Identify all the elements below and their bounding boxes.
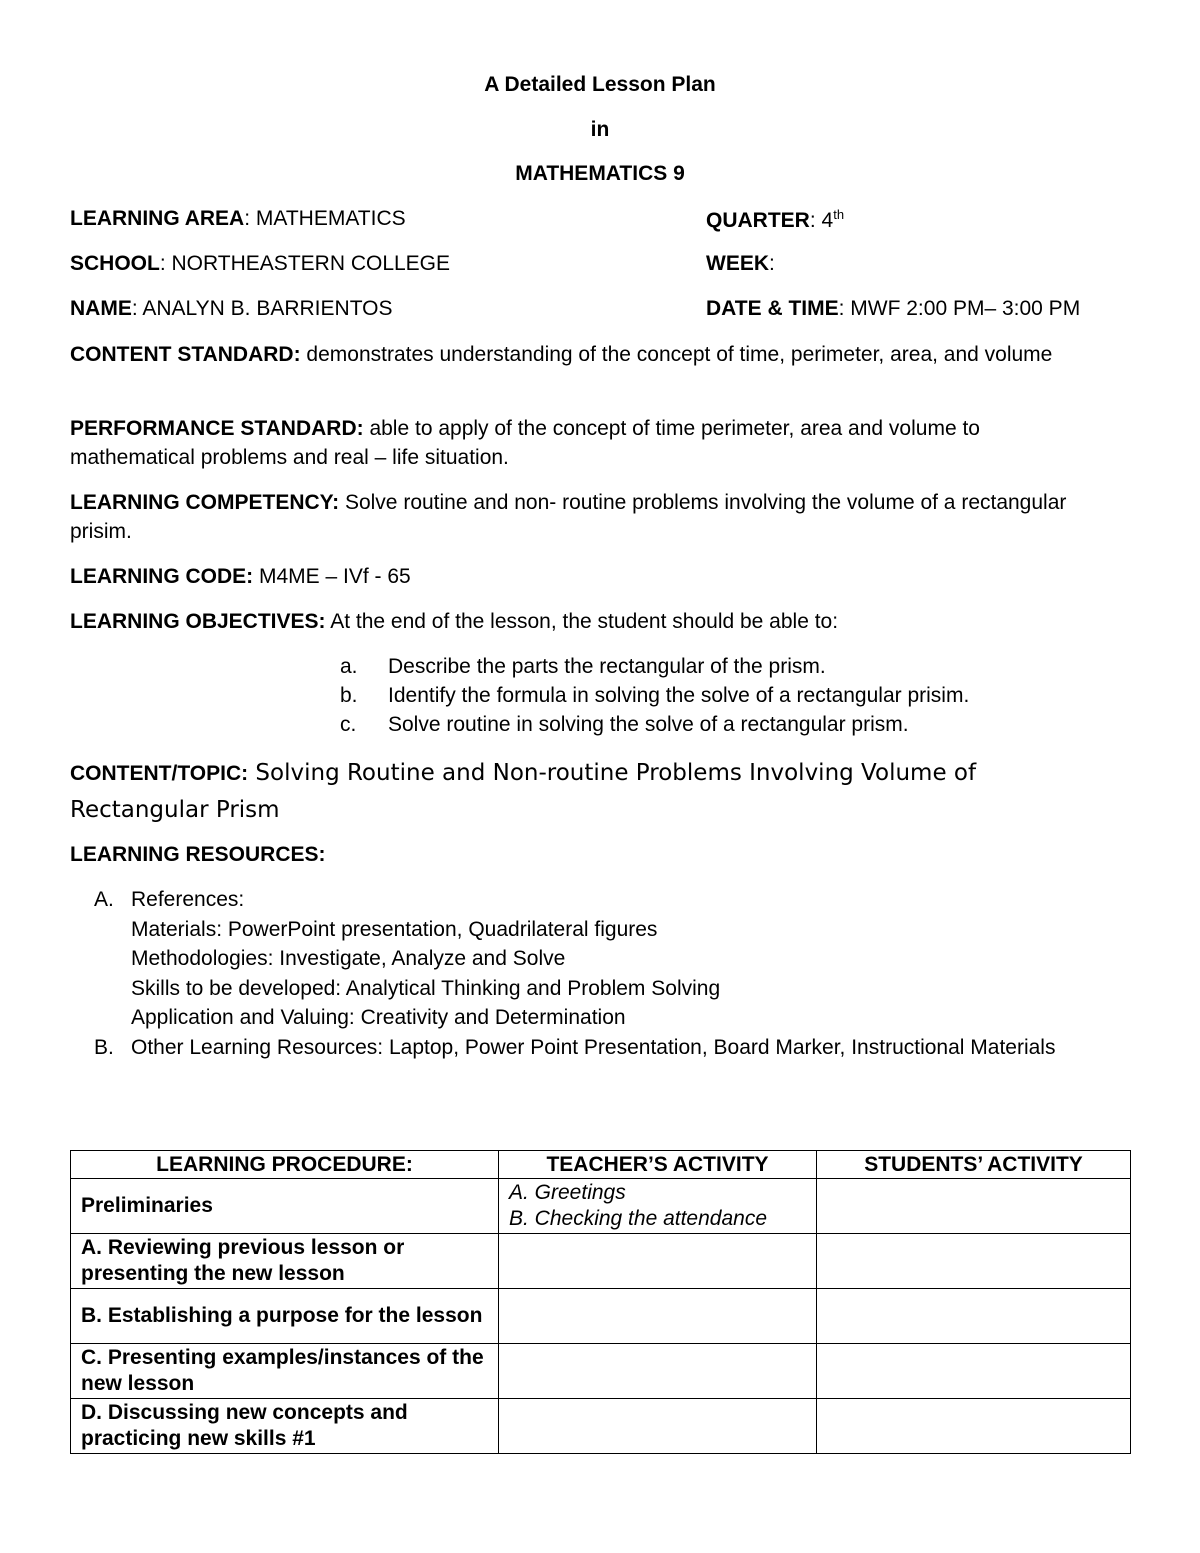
students-activity-cell — [817, 1289, 1131, 1344]
procedure-cell: B. Establishing a purpose for the lesson — [71, 1289, 499, 1344]
date-time: DATE & TIME: MWF 2:00 PM– 3:00 PM — [706, 297, 1081, 320]
teacher-activity-cell — [499, 1234, 817, 1289]
learning-code: LEARNING CODE: M4ME – IVf - 65 — [70, 565, 411, 588]
column-header: STUDENTS’ ACTIVITY — [817, 1151, 1131, 1179]
document-subject: MATHEMATICS 9 — [515, 162, 685, 185]
learning-area: LEARNING AREA: MATHEMATICS — [70, 207, 406, 230]
list-item: c. Solve routine in solving the solve of a rectangular prism. — [340, 713, 909, 736]
document-in: in — [590, 118, 610, 141]
teacher-activity-cell — [499, 1399, 817, 1454]
column-header: TEACHER’S ACTIVITY — [499, 1151, 817, 1179]
students-activity-cell — [817, 1344, 1131, 1399]
quarter: QUARTER: 4th — [706, 207, 845, 232]
table-row — [71, 1399, 1131, 1454]
teacher-activity-cell: A. Greetings B. Checking the attendance — [499, 1179, 817, 1234]
teacher-activity-cell — [499, 1289, 817, 1344]
table-header-row — [71, 1151, 1131, 1179]
teacher-name: NAME: ANALYN B. BARRIENTOS — [70, 297, 393, 320]
content-topic: CONTENT/TOPIC: Solving Routine and Non-routine Problems Involving Volume of Rectangular Prism — [70, 760, 977, 823]
procedure-cell: A. Reviewing previous lesson or presenting the new lesson — [71, 1234, 499, 1289]
procedure-cell: D. Discussing new concepts and practicing new skills #1 — [71, 1399, 499, 1454]
students-activity-cell — [817, 1179, 1131, 1234]
students-activity-cell — [817, 1234, 1131, 1289]
learning-competency: LEARNING COMPETENCY: Solve routine and non- routine problems involving the volume of a rectangular prisim. — [70, 491, 1067, 543]
objectives-list — [340, 652, 969, 739]
school: SCHOOL: NORTHEASTERN COLLEGE — [70, 252, 451, 275]
resource-b: B. Other Learning Resources: Laptop, Power Point Presentation, Board Marker, Instructional Materials — [94, 1035, 1056, 1059]
learning-resources-heading: LEARNING RESOURCES: — [70, 843, 326, 866]
resources-list — [94, 885, 1081, 1062]
learning-procedure-table — [70, 1150, 1131, 1454]
content-standard: CONTENT STANDARD: demonstrates understanding of the concept of time, perimeter, area, and volume — [70, 343, 1053, 366]
teacher-activity-cell — [499, 1344, 817, 1399]
document-title: A Detailed Lesson Plan — [484, 73, 716, 96]
procedure-cell: Preliminaries — [71, 1179, 499, 1234]
table-row — [71, 1344, 1131, 1399]
resource-a: A. References: Materials: PowerPoint presentation, Quadrilateral figures Methodologies: Investigate, Analyze and Solve Skills to be developed: Analytical Thinking and Problem Solving Application and Valuing: Creativity and Determination — [94, 888, 721, 1029]
column-header: LEARNING PROCEDURE: — [71, 1151, 499, 1179]
table-row — [71, 1234, 1131, 1289]
procedure-cell: C. Presenting examples/instances of the new lesson — [71, 1344, 499, 1399]
learning-objectives: LEARNING OBJECTIVES: At the end of the lesson, the student should be able to: — [70, 610, 839, 633]
list-item: b. Identify the formula in solving the solve of a rectangular prisim. — [340, 684, 970, 707]
students-activity-cell — [817, 1399, 1131, 1454]
performance-standard: PERFORMANCE STANDARD: able to apply of the concept of time perimeter, area and volume to mathematical problems and real – life situation. — [70, 417, 980, 469]
table-row — [71, 1289, 1131, 1344]
table-row — [71, 1179, 1131, 1234]
week: WEEK: — [706, 252, 775, 275]
list-item: a. Describe the parts the rectangular of the prism. — [340, 655, 826, 678]
